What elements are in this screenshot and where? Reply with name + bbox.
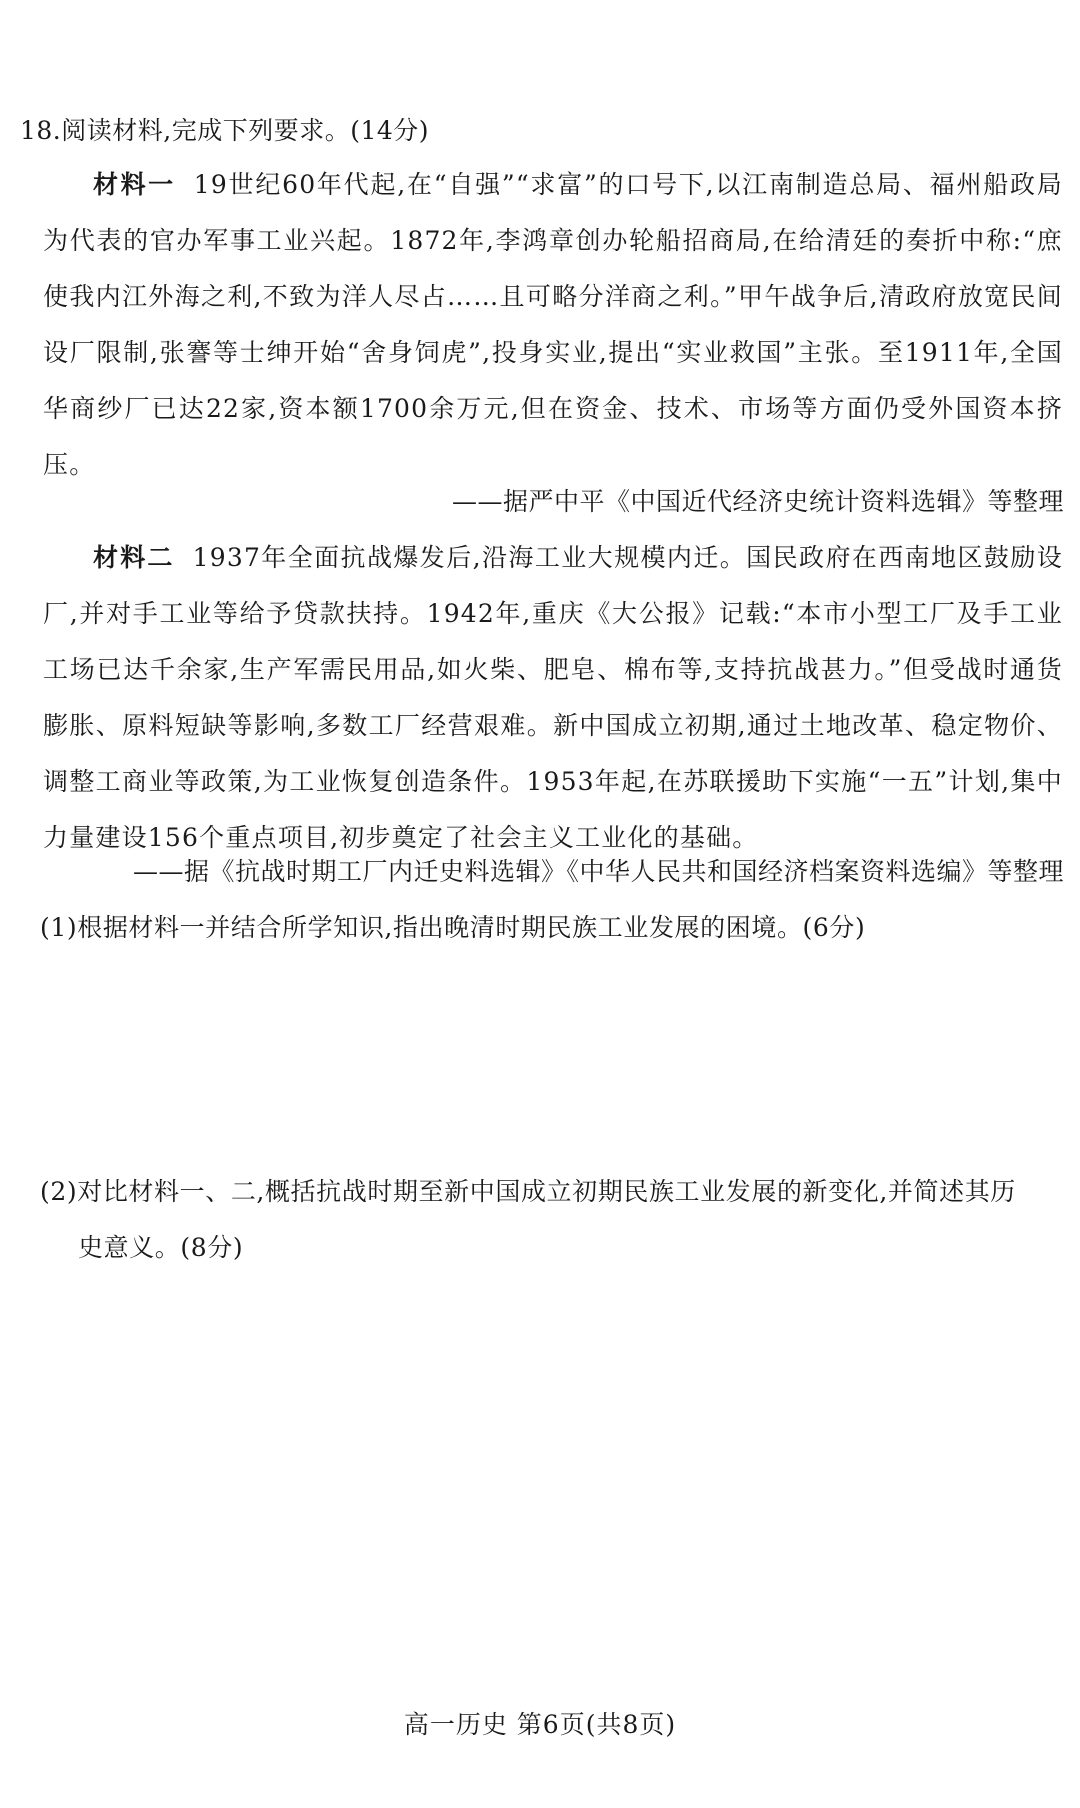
material-two-text: 1937年全面抗战爆发后,沿海工业大规模内迁。国民政府在西南地区鼓励设厂,并对手工业等给予贷款扶持。1942年,重庆《大公报》记载:“本市小型工厂及手工业工场已达千余家,生产军需民用品,如火柴、肥皂、棉布等,支持抗战甚力。”但受战时通货膨胀、原料短缺等影响,多数工厂经营艰难。新中国成立初期,通过土地改革、稳定物价、调整工商业等政策,为工业恢复创造条件。1953年起,在苏联援助下实施“一五”计划,集中力量建设156个重点项目,初步奠定了社会主义工业化的基础。 (43, 543, 1063, 852)
material-one-source: ——据严中平《中国近代经济史统计资料选辑》等整理 (451, 487, 1064, 516)
page-footer: 高一历史 第6页(共8页) (403, 1710, 677, 1739)
material-two-label: 材料二 (93, 543, 175, 572)
sub-question-1 (40, 900, 1070, 956)
sub-question-2-text: (2)对比材料一、二,概括抗战时期至新中国成立初期民族工业发展的新变化,并简述其历 (40, 1177, 1016, 1206)
material-one-text: 19世纪60年代起,在“自强”“求富”的口号下,以江南制造总局、福州船政局为代表的官办军事工业兴起。1872年,李鸿章创办轮船招商局,在给清廷的奏折中称:“庶使我内江外海之利,不致为洋人尽占……且可略分洋商之利。”甲午战争后,清政府放宽民间设厂限制,张謇等士绅开始“舍身饲虎”,投身实业,提出“实业救国”主张。至1911年,全国华商纱厂已达22家,资本额1700余万元,但在资金、技术、市场等方面仍受外国资本挤压。 (43, 170, 1063, 479)
sub-question-1-text: (1)根据材料一并结合所学知识,指出晚清时期民族工业发展的困境。(6分) (40, 913, 866, 942)
material-two (43, 530, 1063, 866)
material-one (43, 157, 1063, 493)
material-one-label: 材料一 (93, 170, 176, 199)
sub-question-2-text-cont: 史意义。(8分) (78, 1233, 244, 1262)
question-title: 18.阅读材料,完成下列要求。(14分) (20, 116, 430, 145)
material-two-source: ——据《抗战时期工厂内迁史料选辑》《中华人民共和国经济档案资料选编》等整理 (132, 857, 1064, 886)
sub-question-2 (40, 1164, 1070, 1276)
